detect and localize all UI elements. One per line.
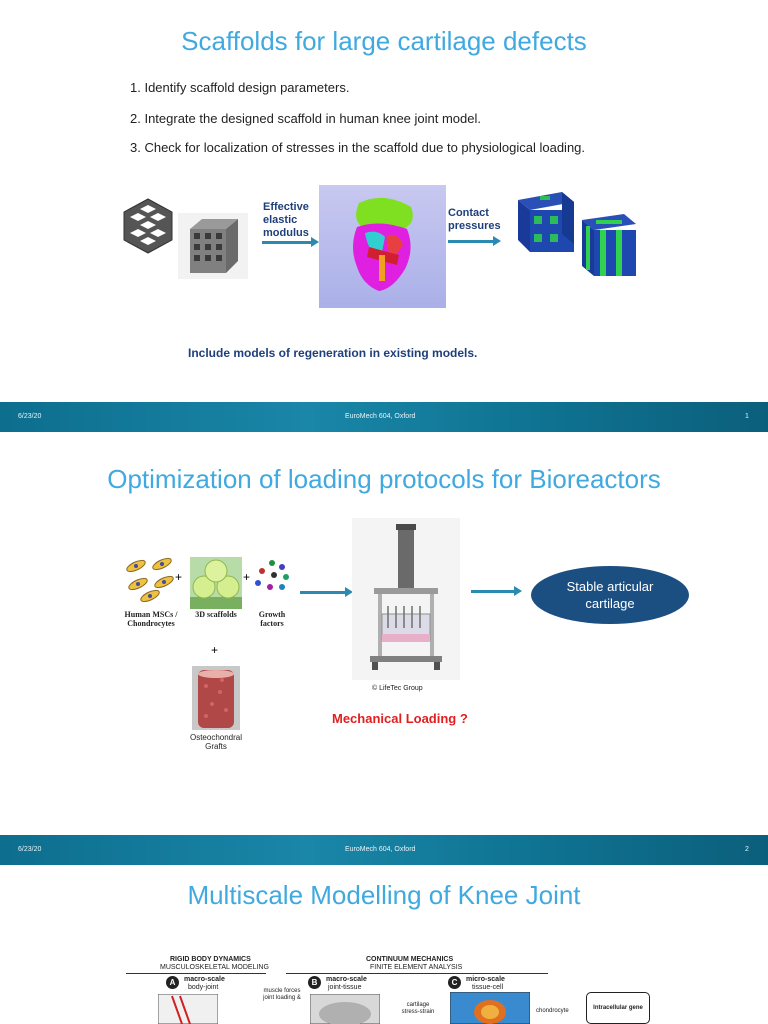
- continuum-subtitle: FINITE ELEMENT ANALYSIS: [370, 964, 463, 971]
- label-contact-pressures: Contact pressures: [448, 207, 501, 232]
- arrow-right-icon-3: [300, 591, 346, 594]
- stable-cartilage-label: Stable articular cartilage: [566, 579, 654, 611]
- list-item-1: 1. Identify scaffold design parameters.: [130, 80, 350, 95]
- slide-1-title: Scaffolds for large cartilage defects: [181, 26, 587, 56]
- growth-factors-image: [252, 559, 292, 591]
- models-note: Include models of regeneration in existing models.: [188, 346, 478, 360]
- label-3d-scaffolds: 3D scaffolds: [195, 610, 237, 619]
- body-joint-image: [158, 994, 218, 1024]
- mechanical-loading-label: Mechanical Loading ?: [332, 711, 468, 726]
- pressure-cubes-image: [512, 186, 640, 282]
- slide-1: [0, 0, 768, 432]
- b-subtitle: joint-tissue: [328, 984, 362, 991]
- c-title: micro-scale: [466, 976, 505, 983]
- footer-page-number: 2: [745, 846, 749, 853]
- label-effective-modulus: Effective elastic modulus: [263, 201, 309, 239]
- slide-3: [0, 866, 768, 1024]
- scaffolds-3d-image: [190, 557, 242, 609]
- bioreactor-image: [352, 518, 460, 680]
- tissue-cell-image: [450, 992, 530, 1024]
- plus-icon-2: +: [243, 570, 251, 584]
- footer-date: 6/23/20: [18, 846, 42, 853]
- a-title: macro-scale: [184, 976, 225, 983]
- footer-page-number: 1: [745, 413, 749, 420]
- plus-icon-3: +: [211, 643, 219, 657]
- arrow-right-icon-4: [471, 590, 515, 593]
- multiscale-figure: [118, 952, 658, 1024]
- continuum-bracket: [286, 973, 548, 974]
- badge-a: A: [166, 976, 179, 989]
- rigid-bracket: [126, 973, 266, 974]
- footer-center: EuroMech 604, Oxford: [345, 846, 416, 853]
- footer-center: EuroMech 604, Oxford: [345, 413, 416, 420]
- lattice-scaffold-image: [118, 195, 178, 257]
- slide-3-title: Multiscale Modelling of Knee Joint: [187, 880, 581, 910]
- joint-tissue-image: [310, 994, 380, 1024]
- rigid-body-title: RIGID BODY DYNAMICS: [170, 956, 251, 963]
- slide-2: [0, 433, 768, 865]
- arrow-right-icon-2: [448, 240, 494, 243]
- intracellular-box: [586, 992, 650, 1024]
- porous-scaffold-image: [178, 213, 248, 279]
- label-human-cells: Human MSCs / Chondrocytes: [124, 610, 178, 628]
- knee-joint-model-image: [319, 185, 446, 308]
- a-subtitle: body-joint: [188, 984, 219, 991]
- list-item-2: 2. Integrate the designed scaffold in human knee joint model.: [130, 111, 481, 126]
- slide-2-footer: [0, 835, 768, 865]
- plus-icon-1: +: [175, 570, 183, 584]
- slide-2-title: Optimization of loading protocols for Bioreactors: [107, 464, 661, 494]
- footer-date: 6/23/20: [18, 413, 42, 420]
- badge-c: C: [448, 976, 461, 989]
- c-subtitle: tissue-cell: [472, 984, 504, 991]
- osteochondral-graft-image: [192, 666, 240, 730]
- label-growth-factors: Growth factors: [258, 610, 286, 628]
- list-item-3: 3. Check for localization of stresses in the scaffold due to physiological loading.: [130, 140, 586, 155]
- arrow-right-icon: [262, 241, 312, 244]
- stable-cartilage-ellipse: [531, 566, 689, 624]
- label-osteochondral-grafts: Osteochondral Grafts: [189, 733, 243, 751]
- copyright-label: © LifeTec Group: [372, 685, 423, 692]
- cells-image: [124, 556, 176, 602]
- b-title: macro-scale: [326, 976, 367, 983]
- continuum-title: CONTINUUM MECHANICS: [366, 956, 454, 963]
- badge-b: B: [308, 976, 321, 989]
- intracellular-label: Intracellular gene: [593, 1005, 643, 1011]
- cartilage-stress-label: cartilage stress-strain: [401, 1002, 435, 1015]
- muscle-forces-label: muscle forces joint loading &: [263, 988, 301, 1001]
- chondrocyte-label: chondrocyte: [536, 1008, 569, 1014]
- slide-1-footer: [0, 402, 768, 432]
- rigid-body-subtitle: MUSCULOSKELETAL MODELING: [160, 964, 269, 971]
